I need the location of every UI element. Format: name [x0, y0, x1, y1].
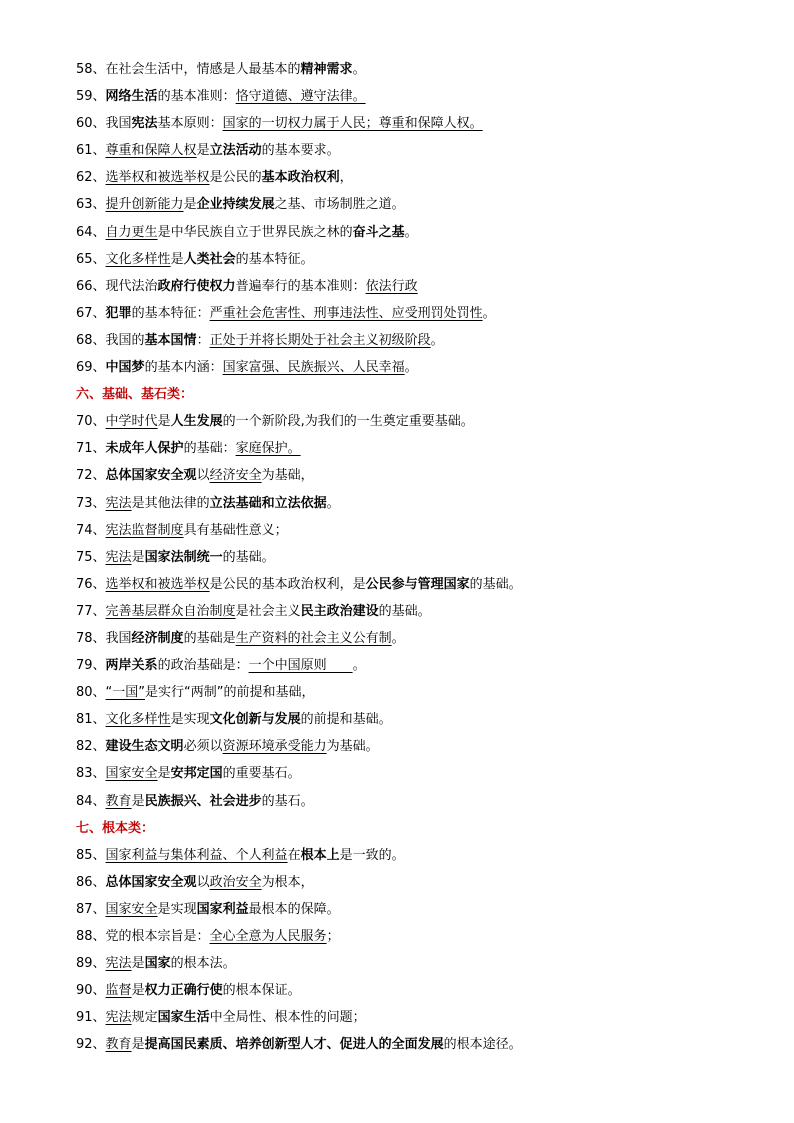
text-segment: 83、 [76, 766, 106, 782]
text-segment: 。 [352, 62, 366, 77]
text-segment: ； [326, 929, 340, 944]
text-segment: 企业持续发展 [196, 197, 275, 213]
text-segment: 是其他法律的 [131, 495, 210, 511]
text-segment: ： [196, 332, 210, 348]
section-heading [76, 815, 766, 842]
list-item [76, 137, 766, 164]
text-segment: 为基础， [261, 468, 314, 484]
text-segment: 之基、市场制胜之道。 [274, 197, 405, 213]
list-item [76, 923, 766, 950]
text-segment: 立法基础和立法依据 [209, 495, 327, 511]
text-segment: 民族振兴、社会进步 [144, 793, 262, 809]
text-segment: 总体国家安全观 [105, 874, 197, 890]
list-item [76, 679, 766, 706]
list-item [76, 896, 766, 923]
text-segment: 的基本内涵： [144, 360, 223, 376]
section-heading [76, 381, 766, 408]
text-segment: 宪法 [105, 549, 132, 565]
text-segment: 58、在社会生活中，情感是人最基本的 [76, 62, 301, 77]
text-segment: 是实现 [157, 901, 197, 917]
text-segment: 政府行使权力 [157, 278, 236, 294]
text-segment: 具有基础性意义； [183, 522, 288, 538]
text-segment: 是实行“两制”的前提和基础， [145, 685, 315, 701]
text-segment: 69、 [76, 360, 106, 376]
text-segment: 文化多样性 [105, 251, 171, 267]
text-segment: 81、 [76, 712, 106, 728]
text-segment: 71、 [76, 441, 106, 457]
text-segment: 。 [326, 495, 340, 511]
list-item [76, 652, 766, 679]
text-segment: 监督 [105, 983, 132, 999]
text-segment: 63、 [76, 197, 106, 213]
list-item [76, 706, 766, 733]
text-segment: 立法活动 [209, 143, 262, 159]
list-item [76, 219, 766, 246]
text-segment: 82、 [76, 739, 106, 755]
text-segment: 75、 [76, 549, 106, 565]
text-segment: 公民参与管理国家 [365, 576, 470, 592]
text-segment: 国家的一切权力属于人民；尊重和保障人权。 [222, 116, 483, 132]
text-segment: 政治安全 [209, 874, 262, 890]
text-segment: 选举权和被选举权 [105, 576, 210, 592]
text-segment: 国家安全 [105, 766, 158, 782]
text-segment: 基本原则： [157, 116, 223, 132]
text-segment: 以 [196, 874, 210, 890]
list-item [76, 327, 766, 354]
list-item [76, 1031, 766, 1058]
text-segment: 91、 [76, 1010, 106, 1026]
text-segment: 总体国家安全观 [105, 468, 197, 484]
text-segment: 74、 [76, 522, 106, 538]
text-segment: 为根本， [261, 874, 314, 890]
text-segment: 是实现 [170, 712, 210, 728]
text-segment: 人生发展 [170, 414, 223, 430]
text-segment: 为基础。 [326, 739, 379, 755]
text-segment: 61、 [76, 143, 106, 159]
text-segment: 必须以 [183, 739, 223, 755]
text-segment: 资源环境承受能力 [222, 739, 327, 755]
list-item [76, 56, 766, 83]
text-segment: 89、 [76, 956, 106, 972]
text-segment: 国家利益 [196, 901, 249, 917]
text-segment: 基本政治权利 [261, 170, 340, 186]
text-segment: 选举权和被选举权 [105, 170, 210, 186]
text-segment: 59、 [76, 89, 106, 105]
text-segment: 的基本要求。 [261, 143, 340, 159]
text-segment: 国家富强、民族振兴、人民幸福 [222, 360, 405, 376]
text-segment: 依法行政 [365, 278, 418, 294]
text-segment: 是 [131, 983, 145, 999]
text-segment: 完善基层群众自治制度 [105, 603, 236, 619]
text-segment: 的重要基石。 [222, 766, 301, 782]
text-segment: 国家法制统一 [144, 549, 223, 565]
text-segment: 是 [157, 766, 171, 782]
text-segment: 。 [391, 630, 405, 646]
list-item [76, 246, 766, 273]
text-segment: 中国梦 [105, 360, 145, 376]
text-segment: 的基础。 [222, 549, 275, 565]
text-segment: 国家 [144, 956, 171, 972]
list-item [76, 435, 766, 462]
text-segment: 教育 [105, 793, 132, 809]
list-item [76, 598, 766, 625]
list-item [76, 760, 766, 787]
list-item [76, 354, 766, 381]
text-segment: 精神需求 [300, 62, 353, 77]
text-segment: 中学时代 [105, 414, 158, 430]
text-segment: 恪守道德、遵守法律。 [235, 89, 366, 105]
text-segment: 86、 [76, 874, 106, 890]
text-segment: 国家利益与集体利益、个人利益 [105, 847, 288, 863]
text-segment: 是一致的。 [339, 847, 405, 863]
text-segment: 64、 [76, 224, 106, 240]
text-segment: 国家生活 [157, 1010, 210, 1026]
list-item [76, 83, 766, 110]
text-segment: 85、 [76, 847, 106, 863]
text-segment: 普遍奉行的基本准则： [235, 278, 366, 294]
list-item [76, 842, 766, 869]
text-segment: 人类社会 [183, 251, 236, 267]
text-segment: 以 [196, 468, 210, 484]
text-segment: 是 [131, 956, 145, 972]
text-segment: 62、 [76, 170, 106, 186]
text-segment: 90、 [76, 983, 106, 999]
text-segment: 两岸关系 [105, 658, 158, 674]
text-segment: 的一个新阶段,为我们的一生奠定重要基础。 [222, 414, 474, 430]
text-segment: “一国” [105, 685, 146, 701]
list-item [76, 869, 766, 896]
text-segment: 是 [183, 197, 197, 213]
text-segment: 文化创新与发展 [209, 712, 301, 728]
text-segment: 的基本准则： [157, 89, 236, 105]
text-segment: 65、 [76, 251, 106, 267]
text-segment: 。 [482, 305, 496, 321]
text-segment: 72、 [76, 468, 106, 484]
text-segment: 奋斗之基 [352, 224, 405, 240]
text-segment: 国家安全 [105, 901, 158, 917]
text-segment: 的基础： [183, 441, 236, 457]
text-segment: 68、我国的 [76, 332, 145, 348]
text-segment: 宪法 [105, 495, 132, 511]
text-segment: 经济制度 [131, 630, 184, 646]
text-segment: 的根本法。 [170, 956, 236, 972]
text-segment: 。 [430, 332, 444, 348]
text-segment: 犯罪 [105, 305, 132, 321]
text-segment: 92、 [76, 1037, 106, 1053]
text-segment: 中全局性、根本性的问题； [209, 1010, 366, 1026]
text-segment: 80、 [76, 685, 106, 701]
text-segment: 六、基础、基石类： [76, 387, 194, 403]
text-segment: 生产资料的社会主义公有制 [235, 630, 392, 646]
text-segment: 宪法 [131, 116, 158, 132]
text-segment: 一个中国原则 [248, 658, 353, 674]
text-segment: 66、现代法治 [76, 278, 158, 294]
list-item [76, 462, 766, 489]
list-item [76, 977, 766, 1004]
text-segment: 宪法监督制度 [105, 522, 184, 538]
list-item [76, 408, 766, 435]
text-segment: 建设生态文明 [105, 739, 184, 755]
text-segment: 是公民的 [209, 170, 262, 186]
text-segment: 78、我国 [76, 630, 132, 646]
text-segment: 是 [170, 251, 184, 267]
text-segment: 是中华民族自立于世界民族之林的 [157, 224, 353, 240]
text-segment: 是 [131, 1037, 145, 1053]
text-segment: 是 [131, 793, 145, 809]
text-segment: 。 [404, 360, 418, 376]
text-segment: 73、 [76, 495, 106, 511]
text-segment: 67、 [76, 305, 106, 321]
list-item [76, 164, 766, 191]
list-item [76, 950, 766, 977]
text-segment: 基本国情 [144, 332, 197, 348]
text-segment: 提升创新能力 [105, 197, 184, 213]
list-item [76, 625, 766, 652]
list-item [76, 191, 766, 218]
list-item [76, 544, 766, 571]
text-segment: 宪法 [105, 1010, 132, 1026]
text-segment: 77、 [76, 603, 106, 619]
document-body [76, 56, 766, 1058]
list-item [76, 733, 766, 760]
text-segment: 是公民的基本政治权利，是 [209, 576, 366, 592]
text-segment: 88、党的根本宗旨是： [76, 929, 210, 944]
text-segment: ， [339, 170, 353, 186]
list-item [76, 273, 766, 300]
text-segment: 70、 [76, 414, 106, 430]
text-segment: 未成年人保护 [105, 441, 184, 457]
text-segment: 文化多样性 [105, 712, 171, 728]
text-segment: 87、 [76, 901, 106, 917]
text-segment: 的前提和基础。 [300, 712, 392, 728]
text-segment: 尊重和保障人权 [105, 143, 197, 159]
text-segment: 权力正确行使 [144, 983, 223, 999]
list-item [76, 300, 766, 327]
text-segment: 的政治基础是： [157, 658, 249, 674]
text-segment: 84、 [76, 793, 106, 809]
text-segment: 的基本特征： [131, 305, 210, 321]
text-segment: 的根本途径。 [443, 1037, 522, 1053]
list-item [76, 571, 766, 598]
text-segment: 。 [404, 224, 418, 240]
text-segment: 七、根本类： [76, 820, 155, 836]
text-segment: 民主政治建设 [300, 603, 379, 619]
text-segment: 的根本保证。 [222, 983, 301, 999]
text-segment: 教育 [105, 1037, 132, 1053]
text-segment: 是 [157, 414, 171, 430]
text-segment: 网络生活 [105, 89, 158, 105]
list-item [76, 490, 766, 517]
text-segment: 的基本特征。 [235, 251, 314, 267]
text-segment: 在 [287, 847, 301, 863]
text-segment: 根本上 [300, 847, 340, 863]
text-segment: 是 [196, 143, 210, 159]
text-segment: 的基础是 [183, 630, 236, 646]
text-segment: 经济安全 [209, 468, 262, 484]
text-segment: 严重社会危害性、刑事违法性、应受刑罚处罚性 [209, 305, 483, 321]
text-segment: 自力更生 [105, 224, 158, 240]
list-item [76, 110, 766, 137]
list-item [76, 517, 766, 544]
list-item [76, 1004, 766, 1031]
text-segment: 全心全意为人民服务 [209, 929, 327, 944]
text-segment: 宪法 [105, 956, 132, 972]
text-segment: 家庭保护。 [235, 441, 301, 457]
list-item [76, 788, 766, 815]
text-segment: 的基石。 [261, 793, 314, 809]
text-segment: 规定 [131, 1010, 158, 1026]
text-segment: 最根本的保障。 [248, 901, 340, 917]
text-segment: 是社会主义 [235, 603, 301, 619]
text-segment: 安邦定国 [170, 766, 223, 782]
text-segment: 79、 [76, 658, 106, 674]
text-segment: 76、 [76, 576, 106, 592]
text-segment: 正处于并将长期处于社会主义初级阶段 [209, 332, 431, 348]
text-segment: 60、我国 [76, 116, 132, 132]
text-segment: 是 [131, 549, 145, 565]
text-segment: 的基础。 [469, 576, 522, 592]
text-segment: 提高国民素质、培养创新型人才、促进人的全面发展 [144, 1037, 444, 1053]
text-segment: 。 [352, 658, 366, 674]
text-segment: 的基础。 [378, 603, 431, 619]
